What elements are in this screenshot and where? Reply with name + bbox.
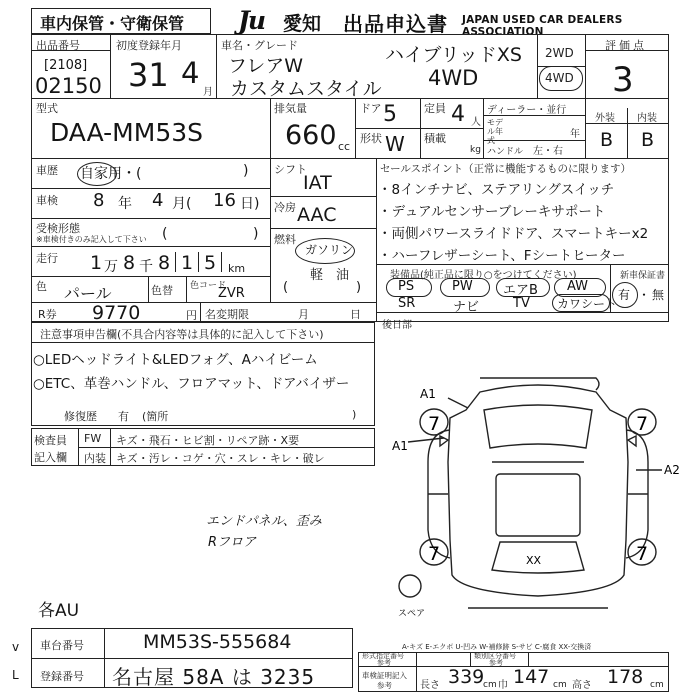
color-label: 色 <box>36 280 47 293</box>
recycle-label: R券 <box>38 308 57 321</box>
new-car-warranty-label: 新車保証書 <box>620 271 666 281</box>
model-grade: ハイブリッドXS <box>385 44 522 66</box>
tire-front-right: 7 <box>636 413 649 435</box>
selling-point-2: ・デュアルセンサーブレーキサポート <box>378 204 606 220</box>
grid-line <box>416 652 417 692</box>
model-name-2: カスタムスタイル <box>230 78 382 100</box>
fuel-gasoline: ガソリン <box>305 243 354 257</box>
load-label: 積載 <box>424 132 446 145</box>
grid-line <box>221 252 222 272</box>
grid-line <box>186 276 187 302</box>
name-change-label: 名変期限 <box>205 308 249 321</box>
acceptance-note: ※車検付きのみ記入して下さい <box>36 235 147 244</box>
equipment-navi[interactable]: ナビ <box>453 300 480 315</box>
selling-points-label: セールスポイント（正常に機能するものに限ります） <box>380 163 632 175</box>
inspection-month: 4 <box>152 190 164 211</box>
acceptance-paren-open: ( <box>162 226 168 242</box>
ju-logo-text: Ju <box>238 6 265 35</box>
fuel-diesel: 軽 油 <box>310 268 350 283</box>
mark-a1-top: A1 <box>420 387 436 401</box>
selling-point-3: ・両側パワースライドドア、スマートキーx2 <box>378 226 649 242</box>
color-value: パール <box>64 284 112 303</box>
width-unit: cm <box>553 680 567 690</box>
grid-line <box>110 428 111 466</box>
cert-number-sub: 参考 <box>377 659 391 667</box>
cert-dims-sub: 参考 <box>377 681 392 690</box>
ext-grade: B <box>600 129 614 151</box>
notes-label: 注意事項申告欄(不具合内容等は具体的に記入して下さい) <box>40 328 324 341</box>
margin-mark-1: v <box>12 640 20 654</box>
history-close: ) <box>243 163 249 179</box>
mileage-man-unit: 万 <box>104 259 118 275</box>
grid-line <box>270 158 271 302</box>
warranty-yes[interactable]: 有 <box>618 288 631 302</box>
model-label: 車名・グレード <box>221 39 298 52</box>
inspector-interior: 内装 <box>84 452 106 465</box>
model-year-label: モデル年式 <box>487 118 503 145</box>
org-english: JAPAN USED CAR DEALERS ASSOCIATION <box>462 14 623 38</box>
grid-line <box>104 628 105 688</box>
acceptance-paren-close: ) <box>253 226 259 242</box>
score-label: 評価点 <box>605 39 647 52</box>
equipment-airbag[interactable]: エアB <box>503 283 538 298</box>
handle-options[interactable]: 左・右 <box>533 146 563 157</box>
grid-line <box>110 34 111 98</box>
length-value: 339 <box>448 666 485 688</box>
grid-line <box>355 128 483 129</box>
name-change-month: 月 <box>298 308 309 321</box>
tire-rear-right: 7 <box>636 543 649 565</box>
inspection-year: 8 <box>93 190 105 211</box>
inspector-label-1: 検査員 <box>34 434 67 447</box>
mark-a2-right: A2 <box>664 463 680 477</box>
registration-label: 初度登録年月 <box>116 39 182 52</box>
shape-label: 形状 <box>360 132 382 145</box>
registration-month-unit: 月 <box>203 87 213 98</box>
inspector-row-1: キズ・飛石・ヒビ割・リペア跡・X要 <box>116 434 300 447</box>
fuel-paren-close: ) <box>356 280 362 295</box>
warranty-no[interactable]: 無 <box>652 288 665 302</box>
type-value: DAA-MM53S <box>50 118 204 147</box>
dealer-label: ディーラー・並行 <box>487 105 567 116</box>
height-unit: cm <box>650 680 664 690</box>
inspection-label: 車検 <box>36 194 58 207</box>
grid-line <box>148 276 149 302</box>
registration-month: 4 <box>181 56 200 90</box>
int-label: 内装 <box>637 113 657 124</box>
equipment-tv[interactable]: TV <box>513 296 530 311</box>
recycle-unit: 円 <box>186 309 197 322</box>
inspection-month-unit: 月( <box>172 196 192 212</box>
lot-number: 02150 <box>35 74 102 98</box>
displacement-label: 排気量 <box>274 102 307 115</box>
fuel-label: 燃料 <box>274 233 296 246</box>
cert-number-label: 形式指定番号 <box>362 652 404 660</box>
score-value: 3 <box>612 60 634 100</box>
grid-line <box>376 312 669 313</box>
width-label: 巾 <box>498 680 508 691</box>
registration-year: 31 <box>128 56 169 94</box>
storage-label: 車内保管・守衛保管 <box>40 14 185 33</box>
class-number-sub: 参考 <box>489 659 503 667</box>
grid-line <box>175 252 176 272</box>
chassis-value: MM53S-555684 <box>143 631 292 653</box>
grid-line <box>585 34 586 158</box>
history-label: 車歴 <box>36 164 58 177</box>
grid-line <box>376 158 377 322</box>
ac-label: 冷房 <box>274 201 296 214</box>
mileage-hundreds: 8 <box>158 252 171 274</box>
equipment-pw[interactable]: PW <box>452 279 473 294</box>
grid-line <box>31 276 270 277</box>
mileage-man: 1 <box>90 252 103 274</box>
acceptance-label: 受検形態 <box>36 222 80 235</box>
history-value: 自家用・( <box>80 166 142 182</box>
grid-line <box>483 98 484 158</box>
grid-line <box>270 196 376 197</box>
vehicle-damage-diagram <box>388 370 688 630</box>
margin-mark-2: L <box>12 668 19 682</box>
length-unit: cm <box>483 680 497 690</box>
model-year-unit: 年 <box>570 129 580 140</box>
seats-label: 定員 <box>424 102 446 115</box>
selling-point-1: ・8インチナビ、ステアリングスイッチ <box>378 182 615 198</box>
remark-line-1: エンドパネル、歪み <box>206 514 322 529</box>
plate-label: 登録番号 <box>40 670 84 683</box>
name-change-day: 日 <box>350 308 361 321</box>
grid-line <box>31 158 669 159</box>
grid-line <box>270 98 271 158</box>
grid-line <box>31 342 375 343</box>
grid-line <box>200 302 201 322</box>
form-title: 出品申込書 <box>343 12 448 36</box>
rear-section-label: 後日部 <box>382 320 412 331</box>
shape-value: W <box>385 132 405 156</box>
int-grade: B <box>641 129 655 151</box>
color-code: ZVR <box>218 286 245 301</box>
grid-line <box>376 264 669 265</box>
model-drive: 4WD <box>428 66 479 90</box>
repair-history-label: 修復歴 <box>64 410 97 423</box>
height-label: 高さ <box>572 680 592 691</box>
org-name: 愛知 <box>283 13 322 35</box>
color-swap-label: 色替 <box>151 284 173 297</box>
notes-line-1: ○LEDヘッドライト&LEDフォグ、Aハイビーム <box>33 352 318 368</box>
repair-history-value[interactable]: 有 <box>118 410 129 423</box>
equipment-leather-seat[interactable]: カワシート <box>557 297 618 311</box>
ac-value: AAC <box>297 204 337 226</box>
equipment-label: 装備品(純正品に限り○をつけてください) <box>390 270 577 281</box>
inspection-day: 16 <box>213 190 236 211</box>
drive-option-2wd[interactable]: 2WD <box>545 46 574 60</box>
selling-point-4: ・ハーフレザーシート、Fシートヒーター <box>378 248 626 264</box>
tire-rear-left: 7 <box>428 543 441 565</box>
mileage-unit: km <box>228 262 246 275</box>
inspector-fw: FW <box>84 432 102 445</box>
fuel-paren-open: ( <box>283 280 289 295</box>
grid-line <box>627 108 628 158</box>
lot-code: [2108] <box>44 58 88 73</box>
mark-rear-xx: XX <box>526 554 542 567</box>
notes-line-2: ○ETC、革巻ハンドル、フロアマット、ドアバイザー <box>33 376 350 392</box>
handle-label: ハンドル <box>487 147 524 157</box>
tire-front-left: 7 <box>428 413 441 435</box>
grid-line <box>31 658 353 659</box>
mileage-sen-unit: 千 <box>139 259 153 275</box>
seats-unit: 人 <box>471 117 481 128</box>
grid-line <box>528 652 529 666</box>
warranty-sep: ・ <box>638 288 651 302</box>
load-unit: kg <box>470 145 481 155</box>
grid-line <box>470 652 471 666</box>
mileage-sen: 8 <box>123 252 136 274</box>
displacement-value: 660 <box>285 120 337 151</box>
width-value: 147 <box>513 666 550 688</box>
ju-logo <box>238 6 282 35</box>
repair-place-close: ) <box>352 408 357 421</box>
mark-a1-left: A1 <box>392 439 408 453</box>
equipment-aw[interactable]: AW <box>567 279 589 294</box>
grid-line <box>31 188 270 189</box>
class-number-label: 類別区分番号 <box>474 652 516 660</box>
chassis-label: 車台番号 <box>40 639 84 652</box>
spare-label: スペア <box>398 609 426 619</box>
mileage-ones: 5 <box>204 252 217 274</box>
shift-label: シフト <box>274 163 307 176</box>
drive-option-4wd[interactable]: 4WD <box>545 71 574 85</box>
seats-value: 4 <box>451 102 465 127</box>
inspector-row-2: キズ・汚レ・コゲ・穴・スレ・キレ・破レ <box>116 452 325 465</box>
damage-legend: A-キズ E-エクボ U-凹み W-補修跡 S-サビ C-腐食 XX-交換済 <box>402 643 592 651</box>
equipment-ps[interactable]: PS <box>398 279 415 294</box>
recycle-value: 9770 <box>92 302 141 324</box>
remark-line-2: Rフロア <box>208 535 257 550</box>
height-value: 178 <box>607 666 644 688</box>
doors-value: 5 <box>383 102 397 127</box>
plate-value: 名古屋 58A は 3235 <box>112 665 316 689</box>
grid-line <box>31 246 270 247</box>
remark-bottom: 各AU <box>38 601 80 621</box>
doors-label: ドア <box>360 102 382 115</box>
inspector-label-2: 記入欄 <box>34 451 67 464</box>
model-name: フレアW <box>228 55 304 77</box>
displacement-unit: cc <box>338 140 351 153</box>
ext-label: 外装 <box>595 113 615 124</box>
mileage-label: 走行 <box>36 252 58 265</box>
shift-value: IAT <box>303 172 332 194</box>
equipment-sr[interactable]: SR <box>398 296 416 311</box>
lot-label: 出品番号 <box>36 39 80 52</box>
inspection-day-unit: 日) <box>240 196 260 212</box>
mileage-tens: 1 <box>181 252 194 274</box>
color-code-label: 色コード <box>190 281 227 291</box>
length-label: 長さ <box>420 680 440 691</box>
repair-place: (箇所 <box>142 410 169 423</box>
grid-line <box>270 228 376 229</box>
grid-line <box>216 34 217 98</box>
grid-line <box>198 252 199 272</box>
inspection-year-unit: 年 <box>118 196 132 212</box>
type-label: 型式 <box>36 102 58 115</box>
grid-line <box>31 218 270 219</box>
cert-dims-label: 車検証明記入 <box>362 671 407 680</box>
